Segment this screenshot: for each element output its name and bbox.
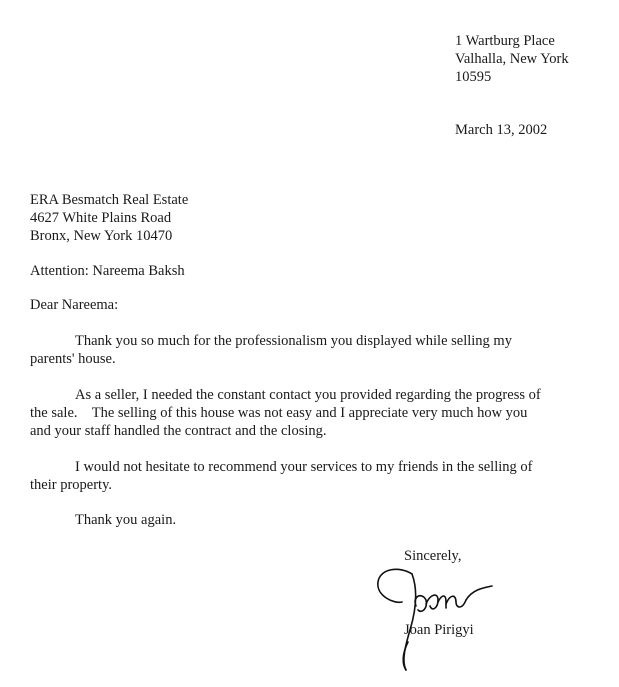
letter-date: March 13, 2002 — [455, 122, 548, 138]
body-p4: Thank you again. — [75, 512, 177, 528]
handwritten-signature — [372, 560, 512, 680]
body-p1-line2: parents' house. — [30, 351, 116, 367]
signer-name: Joan Pirigyi — [404, 622, 474, 638]
sender-address-line3: 10595 — [455, 69, 492, 85]
attention-line: Attention: Nareema Baksh — [30, 263, 185, 279]
body-p3-line1: I would not hesitate to recommend your services to my friends in the selling of — [75, 459, 533, 475]
sender-address-line1: 1 Wartburg Place — [455, 33, 555, 49]
body-p2-line3: and your staff handled the contract and the closing. — [30, 423, 327, 439]
recipient-company: ERA Besmatch Real Estate — [30, 192, 189, 208]
recipient-city: Bronx, New York 10470 — [30, 228, 173, 244]
body-p2-line1: As a seller, I needed the constant contact you provided regarding the progress of — [75, 387, 541, 403]
body-p2-line2: the sale. The selling of this house was not easy and I appreciate very much how you — [30, 405, 528, 421]
body-p1-line1: Thank you so much for the professionalism you displayed while selling my — [75, 333, 512, 349]
body-p3-line2: their property. — [30, 477, 113, 493]
recipient-street: 4627 White Plains Road — [30, 210, 172, 226]
salutation: Dear Nareema: — [30, 297, 119, 313]
sender-address-line2: Valhalla, New York — [455, 51, 569, 67]
closing: Sincerely, — [404, 548, 462, 564]
